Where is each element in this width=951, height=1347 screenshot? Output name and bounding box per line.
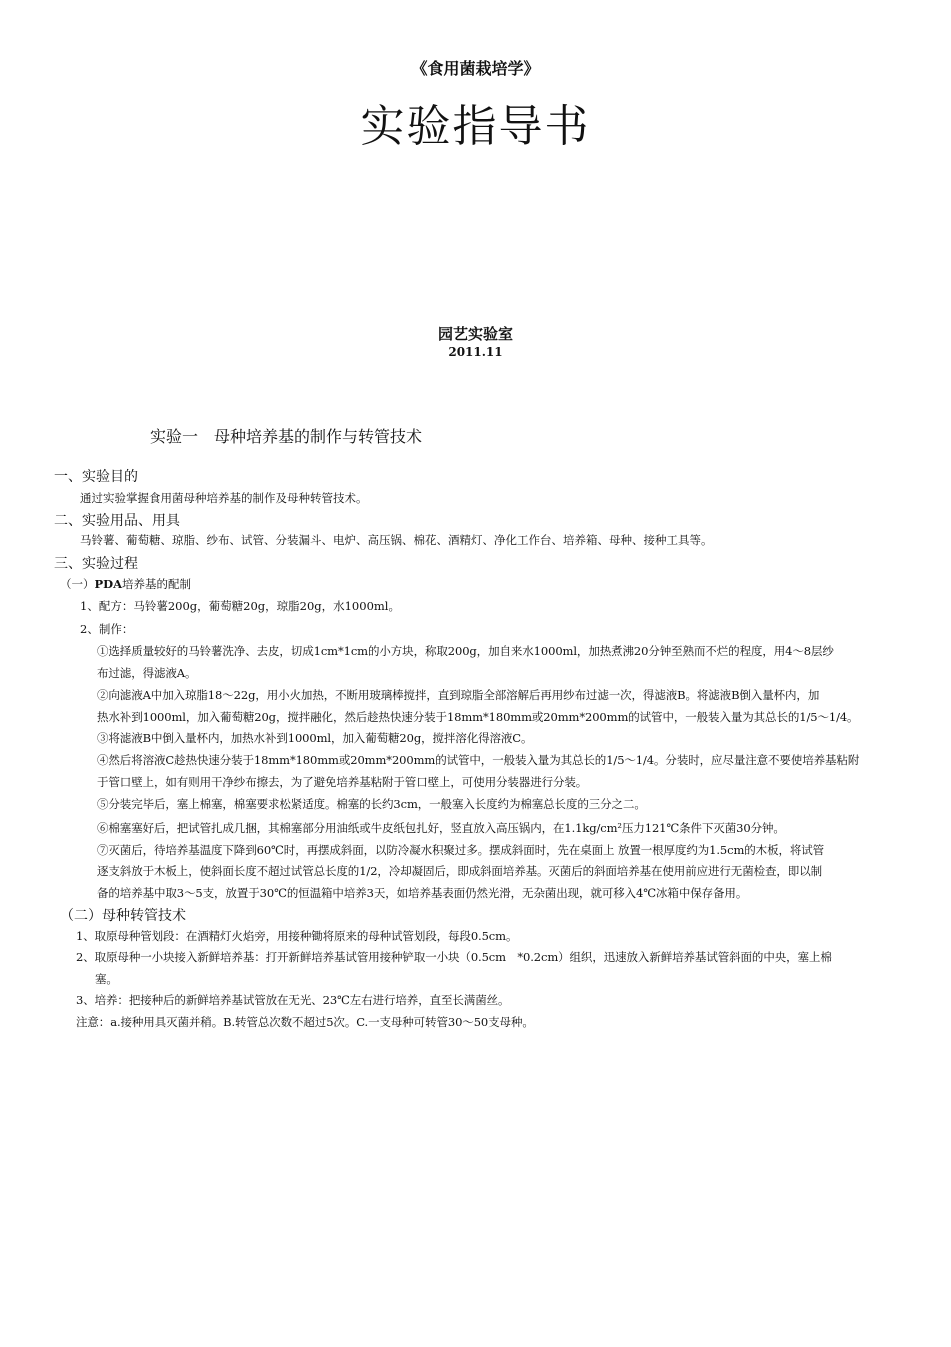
item-preparation: 2、制作： bbox=[80, 622, 134, 636]
document-date: 2011.11 bbox=[448, 345, 503, 359]
section-heading-materials: 二、实验用品、用具 bbox=[54, 513, 180, 529]
document-title: 实验指导书 bbox=[360, 101, 591, 152]
section-text-materials: 马铃薯、葡萄糖、琼脂、纱布、试管、分装漏斗、电炉、高压锅、棉花、酒精灯、净化工作台、培养箱、母种、接种工具等。 bbox=[80, 533, 713, 547]
course-name: 《食用菌栽培学》 bbox=[411, 59, 540, 78]
experiment-title: 实验一 母种培养基的制作与转管技术 bbox=[150, 427, 423, 446]
step-1-line-2: 布过滤，得滤液A。 bbox=[97, 666, 197, 680]
lab-name: 园艺实验室 bbox=[437, 325, 513, 343]
subsection-heading-transfer: （二）母种转管技术 bbox=[60, 908, 186, 924]
step-6: ⑥棉塞塞好后，把试管扎成几捆，其棉塞部分用油纸或牛皮纸包扎好，竖直放入高压锅内，在1.1kg/cm²压力121℃条件下灭菌30分钟。 bbox=[97, 821, 785, 835]
step-5: ⑤分装完毕后，塞上棉塞，棉塞要求松紧适度。棉塞的长约3cm，一般塞入长度约为棉塞总长度的三分之二。 bbox=[97, 797, 646, 811]
step-7-line-2: 逐支斜放于木板上，使斜面长度不超过试管总长度的1/2，冷却凝固后，即成斜面培养基。灭菌后的斜面培养基在使用前应进行无菌检查，即以制 bbox=[97, 864, 823, 878]
step-4-line-2: 于管口壁上，如有则用干净纱布擦去，为了避免培养基粘附于管口壁上，可使用分装器进行分装。 bbox=[97, 775, 588, 789]
step-7-line-1: ⑦灭菌后，待培养基温度下降到60℃时，再摆成斜面，以防冷凝水积聚过多。摆成斜面时，先在桌面上 放置一根厚度约为1.5cm的木板，将试管 bbox=[97, 843, 825, 857]
section-heading-process: 三、实验过程 bbox=[54, 556, 138, 572]
transfer-step-2-line-1: 2、取原母种一小块接入新鲜培养基：打开新鲜培养基试管用接种铲取一小块（0.5cm *0.2cm）组织，迅速放入新鲜培养基试管斜面的中央，塞上棉 bbox=[76, 950, 832, 964]
transfer-step-2-line-2: 塞。 bbox=[95, 972, 118, 986]
section-text-purpose: 通过实验掌握食用菌母种培养基的制作及母种转管技术。 bbox=[80, 491, 368, 505]
step-2-line-1: ②向滤液A中加入琼脂18～22g，用小火加热，不断用玻璃棒搅拌，直到琼脂全部溶解后再用纱布过滤一次，得滤液B。将滤液B倒入量杯内，加 bbox=[97, 688, 820, 702]
subsection-heading-pda: （一）PDA培养基的配制 bbox=[60, 577, 192, 591]
section-heading-purpose: 一、实验目的 bbox=[54, 469, 138, 485]
step-4-line-1: ④然后将溶液C趁热快速分装于18mm*180mm或20mm*200mm的试管中，一般装入量为其总长的1/5～1/4。分装时，应尽量注意不要使培养基粘附 bbox=[97, 753, 860, 767]
transfer-step-1: 1、取原母种管划段：在酒精灯火焰旁，用接种锄将原来的母种试管划段，每段0.5cm。 bbox=[76, 929, 518, 943]
step-2-line-2: 热水补到1000ml，加入葡萄糖20g，搅拌融化，然后趁热快速分装于18mm*180mm或20mm*200mm的试管中，一般装入量为其总长的1/5～1/4。 bbox=[97, 710, 859, 724]
step-3: ③将滤液B中倒入量杯内，加热水补到1000ml，加入葡萄糖20g，搅拌溶化得溶液C。 bbox=[97, 731, 533, 745]
note: 注意：a.接种用具灭菌并稍。B.转管总次数不超过5次。C.一支母种可转管30～50支母种。 bbox=[76, 1015, 534, 1029]
item-formula: 1、配方：马铃薯200g，葡萄糖20g，琼脂20g，水1000ml。 bbox=[80, 599, 400, 613]
step-1-line-1: ①选择质量较好的马铃薯洗净、去皮，切成1cm*1cm的小方块，称取200g，加自来水1000ml，加热煮沸20分钟至熟而不烂的程度，用4～8层纱 bbox=[97, 644, 834, 658]
transfer-step-3: 3、培养：把接种后的新鲜培养基试管放在无光、23℃左右进行培养，直至长满菌丝。 bbox=[76, 993, 510, 1007]
step-7-line-3: 备的培养基中取3～5支，放置于30℃的恒温箱中培养3天，如培养基表面仍然光滑，无杂菌出现，就可移入4℃冰箱中保存备用。 bbox=[97, 886, 748, 900]
